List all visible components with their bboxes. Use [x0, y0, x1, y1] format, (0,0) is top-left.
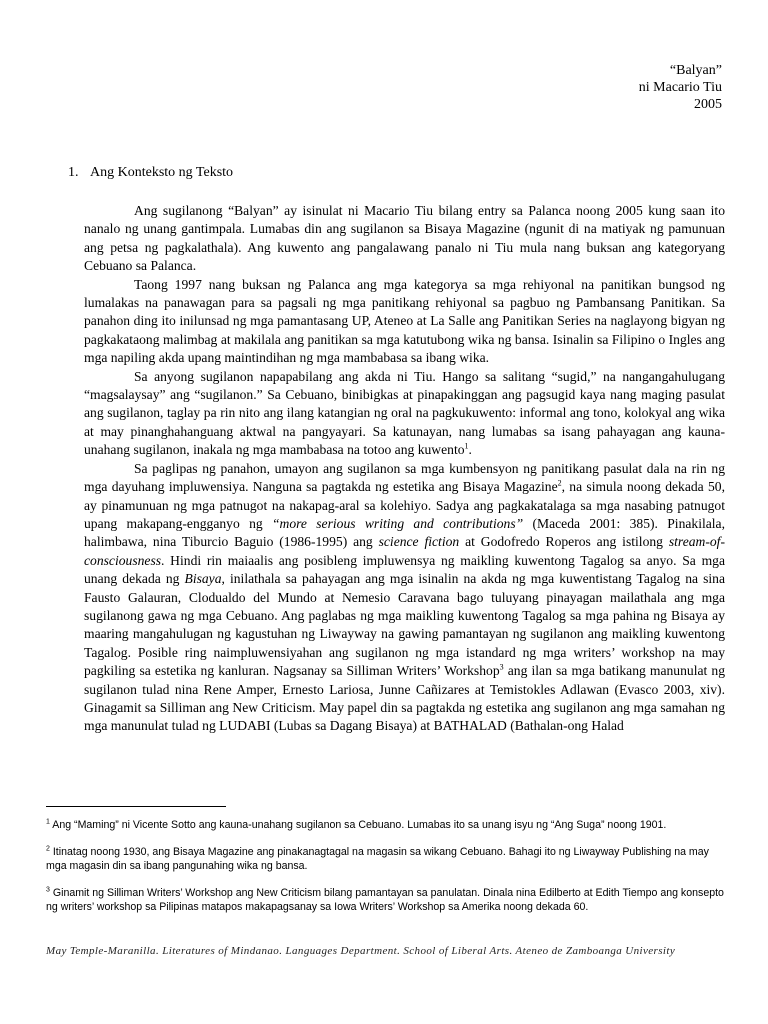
quote-italic: “more serious writing and contributions” [271, 515, 524, 531]
footnote-separator [46, 806, 226, 807]
paragraph-4-part-c: (Maceda 2001: 385). Pinakilala, halimbawa, nina Tiburcio Baguio (1986-1995) ang [84, 515, 725, 550]
footnote-mark: 1 [46, 818, 50, 826]
footnote-3 [46, 886, 726, 914]
paragraph-4-part-g: ang ilan sa mga batikang manunulat ng sugilanon tulad nina Rene Amper, Ernesto Lariosa, Junne Cañizares at Temistokles Adlawan (Evasco 2003, xiv). Ginagamit sa Silliman ang New Criticism. May papel din sa pagtakda ng estetika ang sugilanon ang mga samahan ng mga manunulat tulad ng LUDABI (Lubas sa Dagang Bisaya) at BATHALAD (Bathalan-ong Halad [84, 663, 726, 734]
footnotes [46, 818, 726, 927]
story-author: ni Macario Tiu [638, 80, 722, 95]
science-fiction-italic: science fiction [378, 534, 460, 550]
paragraph-3-end: . [468, 442, 472, 458]
paragraph-1: Ang sugilanong “Balyan” ay isinulat ni Macario Tiu bilang entry sa Palanca noong 2005 kung saan ito nanalo ng unang gantimpala. Lumabas din ang sugilanon sa Bisaya Magazine (ngunit di na matiyak ng pamunuan ang petsa ng pagkalathala). Ang kuwento ang pangalawang panalo ni Tiu mula nang buksan ang kategoryang Cebuano sa Palanca. [84, 203, 725, 274]
footnote-mark: 3 [46, 886, 50, 894]
footnote-text: Itinatag noong 1930, ang Bisaya Magazine ang pinakanagtagal na magasin sa wikang Cebuano. Bahagi ito ng Liwayway Publishing na may mga magasin din sa ibang pangunahing wika ng bansa. [46, 846, 709, 872]
paragraph-4-part-b: , na simula noong dekada 50, ay pinamunuan ng mga patnugot na nakapag-aral sa kolehiyo. Sadya ang pagkakatalaga sa mga nasabing patnugot upang makapang-engganyo ng [84, 479, 725, 531]
footnote-1 [46, 818, 726, 832]
paragraph-4-part-d: at Godofredo Roperos ang istilong [459, 534, 669, 550]
paragraph-4 [84, 460, 725, 736]
stream-of-consciousness-italic: stream-of-consciousness [84, 534, 725, 568]
document-header [639, 62, 722, 113]
footnote-2 [46, 845, 726, 873]
body-text [84, 202, 725, 736]
footnote-ref-3[interactable]: 3 [499, 662, 504, 672]
paragraph-4-part-e: . Hindi rin maiaalis ang posibleng impluwensya ng maikling kuwentong Tagalog sa anyo. Sa mga unang dekada ng [84, 552, 725, 587]
story-year: 2005 [694, 97, 722, 112]
footnote-ref-1[interactable]: 1 [464, 441, 469, 451]
footnote-text: Ginamit ng Silliman Writers’ Workshop ang New Criticism bilang pamantayan sa panulatan. Dinala nina Edilberto at Edith Tiempo ang konsepto ng writers’ workshop sa Pilipinas matapos makapagsanay sa Iowa Writers’ Workshop sa Amerika noong dekada 60. [46, 887, 724, 913]
paragraph-4-part-a: Sa paglipas ng panahon, umayon ang sugilanon sa mga kumbensyon ng panitikang pasulat dala na rin ng mga dayuhang impluwensiya. Nanguna sa pagtakda ng estetika ang Bisaya Magazine [84, 460, 725, 495]
paragraph-2: Taong 1997 nang buksan ng Palanca ang mga kategorya sa mga rehiyonal na panitikan bungsod ng lumalakas na panawagan para sa pagsali ng mga panitikang rehiyonal sa pagbuo ng Pambansang Panitikan. Sa panahon ding ito inilunsad ng mga pamantasang UP, Ateneo at La Salle ang Panitikan Series na naglayong bigyan ng pagkakataong malimbag at makilala ang panitikan sa mga katutubong wika ng bansa. Isinalin sa Filipino o Ingles ang mga napiling akda upang maintindihan ng mga mambabasa sa ibang wika. [84, 276, 725, 366]
page-footer: May Temple-Maranilla. Literatures of Mindanao. Languages Department. School of Liberal Arts. Ateneo de Zamboanga University [46, 945, 676, 957]
paragraph-4-part-f: , inilathala sa pahayagan ang mga isinalin na akda ng mga kuwentistang Tagalog na sina Fausto Galauran, Clodualdo del Mundo at Nemesio Caravana bago tuluyang pinayagan mailathala ang mga sugilanong gawa ng mga Cebuano. Ang paglabas ng mga maikling kuwentong Tagalog sa mga pahina ng Bisaya ay maaring mangahulugan ng kagustuhan ng Liwayway na gawing pamantayan ng sugilanon ang maikling kuwentong Tagalog. Posible ring naimpluwensiyahan ang sugilanon ng mga istandard ng mga writers’ workshop na may pagkiling sa estetika ng kanluran. Nagsanay sa Silliman Writers’ Workshop [84, 571, 725, 679]
section-title: Ang Konteksto ng Teksto [90, 165, 234, 180]
story-title: “Balyan” [669, 63, 722, 78]
bisaya-italic: Bisaya [184, 571, 222, 587]
section-number: 1. [68, 165, 79, 180]
paragraph-3 [84, 368, 725, 460]
footnote-ref-2[interactable]: 2 [557, 478, 562, 488]
section-heading [68, 164, 233, 181]
footnote-text: Ang “Maming” ni Vicente Sotto ang kauna-unahang sugilanon sa Cebuano. Lumabas ito sa unang isyu ng “Ang Suga” noong 1901. [49, 819, 667, 831]
footnote-mark: 2 [46, 845, 50, 853]
paragraph-3-text: Sa anyong sugilanon napapabilang ang akda ni Tiu. Hango sa salitang “sugid,” na nangangahulugang “magsalaysay” ang “sugilanon.” Sa Cebuano, binibigkas at pinapakinggan ang pagsugid kaya nang maging pasulat ang sugilanon, taglay pa rin nito ang ilang katangian ng oral na pagkukuwento: informal ang tono, kolokyal ang wika at may pinanghahanguang aktwal na pangyayari. Sa katunayan, nang lumabas sa isang pahayagan ang kauna-unahang sugilanon, inakala ng mga mambabasa na totoo ang kuwento [84, 368, 725, 458]
